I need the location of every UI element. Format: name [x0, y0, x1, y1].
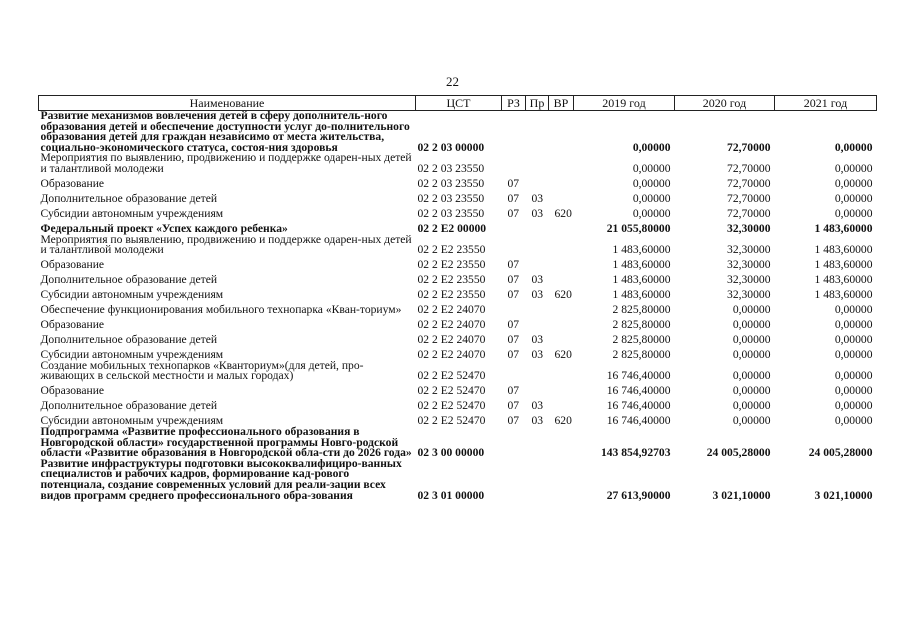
- row-vr: 620: [554, 206, 572, 220]
- row-pr: [526, 316, 549, 331]
- header-2020: 2020 год: [675, 96, 775, 111]
- row-name: Мероприятия по выявлению, продвижению и поддержке одарен-ных детей и талантливой молодежи: [40, 232, 412, 257]
- row-2019: 0,00000: [632, 161, 671, 175]
- row-name: Субсидии автономным учреждениям: [40, 206, 224, 220]
- row-pr: [526, 361, 549, 382]
- row-2020: 32,30000: [727, 288, 771, 302]
- table-row: [39, 361, 877, 382]
- row-2021: 0,00000: [834, 318, 873, 332]
- row-name: Дополнительное образование детей: [40, 191, 218, 205]
- row-2019: 16 746,40000: [606, 384, 671, 398]
- row-pr: 03: [531, 206, 544, 220]
- row-2021: 0,00000: [834, 191, 873, 205]
- row-pr: 03: [531, 333, 544, 347]
- row-2020: 72,70000: [727, 206, 771, 220]
- row-2019: 0,00000: [632, 176, 671, 190]
- row-2020: 0,00000: [732, 384, 771, 398]
- row-name: Федеральный проект «Успех каждого ребенка»: [40, 221, 288, 235]
- row-name: Подпрограмма «Развитие профессионального образования в Новгородской области» государственной программы Новго-родской области «Развитие образования в Новгородской обла-сти до 2026 года»: [40, 424, 412, 460]
- table-row: [39, 301, 877, 316]
- row-pr: [526, 382, 549, 397]
- row-rz: 07: [507, 333, 520, 347]
- page-number: 22: [446, 74, 459, 89]
- row-pr: 03: [531, 399, 544, 413]
- row-2019: 16 746,40000: [606, 414, 671, 428]
- row-pr: [526, 459, 549, 501]
- table-row: [39, 331, 877, 346]
- row-2021: 1 483,60000: [814, 221, 873, 235]
- row-vr: [549, 316, 574, 331]
- table-row: [39, 427, 877, 459]
- row-vr: [549, 397, 574, 412]
- row-cst: 02 2 E2 00000: [417, 221, 487, 235]
- row-name: Создание мобильных технопарков «Кванториум»(для детей, про-живающих в сельской местности и малых городах): [40, 358, 364, 383]
- row-rz: 07: [507, 273, 520, 287]
- row-name: Развитие механизмов вовлечения детей в сферу дополнитель-ного образования детей и обеспечение доступности услуг до-полнительного образования детей для граждан независимо от места жительства, социально-экономического статуса, состоя-ния здоровья: [40, 109, 410, 154]
- row-rz: 07: [507, 206, 520, 220]
- row-2021: 1 483,60000: [814, 243, 873, 257]
- row-cst: 02 2 03 23550: [417, 176, 485, 190]
- row-cst: 02 2 E2 23550: [417, 243, 486, 257]
- row-2019: 1 483,60000: [612, 273, 671, 287]
- row-2021: 0,00000: [834, 384, 873, 398]
- row-2021: 0,00000: [834, 369, 873, 383]
- table-row: [39, 175, 877, 190]
- row-2019: 2 825,80000: [612, 318, 671, 332]
- row-2021: 0,00000: [834, 303, 873, 317]
- row-vr: 620: [554, 288, 572, 302]
- row-2021: 3 021,10000: [814, 488, 873, 502]
- row-2019: 16 746,40000: [606, 369, 671, 383]
- table-row: [39, 316, 877, 331]
- row-2021: 0,00000: [834, 348, 873, 362]
- row-name: Дополнительное образование детей: [40, 273, 218, 287]
- row-vr: [549, 111, 574, 154]
- row-2019: 1 483,60000: [612, 243, 671, 257]
- row-name: Образование: [40, 384, 105, 398]
- row-vr: [549, 190, 574, 205]
- row-2019: 21 055,80000: [606, 221, 671, 235]
- row-pr: 03: [531, 348, 544, 362]
- row-2020: 0,00000: [732, 318, 771, 332]
- header-2019: 2019 год: [574, 96, 675, 111]
- row-vr: [549, 220, 574, 235]
- row-rz: 07: [507, 258, 520, 272]
- row-vr: [549, 153, 574, 174]
- row-rz: [502, 111, 526, 154]
- row-2020: 0,00000: [732, 348, 771, 362]
- row-rz: [502, 301, 526, 316]
- header-pr: Пр: [526, 96, 549, 111]
- row-pr: [526, 427, 549, 459]
- row-rz: 07: [507, 399, 520, 413]
- row-pr: [526, 111, 549, 154]
- row-name: Субсидии автономным учреждениям: [40, 414, 224, 428]
- row-2020: 3 021,10000: [712, 488, 771, 502]
- row-cst: 02 2 03 23550: [417, 191, 485, 205]
- row-rz: [502, 459, 526, 501]
- row-pr: [526, 220, 549, 235]
- row-2021: 24 005,28000: [808, 446, 873, 460]
- row-rz: [502, 235, 526, 256]
- row-name: Субсидии автономным учреждениям: [40, 288, 224, 302]
- row-cst: 02 2 E2 52470: [417, 399, 486, 413]
- row-vr: [549, 427, 574, 459]
- row-2020: 0,00000: [732, 399, 771, 413]
- table-row: [39, 153, 877, 174]
- row-vr: [549, 271, 574, 286]
- row-rz: 07: [507, 176, 520, 190]
- row-name: Субсидии автономным учреждениям: [40, 348, 224, 362]
- row-2021: 0,00000: [834, 206, 873, 220]
- row-vr: [549, 361, 574, 382]
- row-cst: 02 2 E2 24070: [417, 303, 486, 317]
- row-cst: 02 2 E2 24070: [417, 318, 486, 332]
- table-row: [39, 459, 877, 501]
- row-2020: 72,70000: [727, 161, 771, 175]
- row-vr: [549, 459, 574, 501]
- row-pr: [526, 153, 549, 174]
- row-2020: 32,30000: [727, 243, 771, 257]
- row-2020: 32,30000: [727, 273, 771, 287]
- row-2021: 1 483,60000: [814, 273, 873, 287]
- table-row: [39, 235, 877, 256]
- table-row: [39, 111, 877, 154]
- row-vr: 620: [554, 348, 572, 362]
- row-pr: [526, 301, 549, 316]
- row-2020: 0,00000: [732, 414, 771, 428]
- budget-table: [38, 95, 877, 501]
- row-2020: 72,70000: [727, 140, 771, 154]
- row-2019: 16 746,40000: [606, 399, 671, 413]
- row-cst: 02 2 E2 23550: [417, 258, 486, 272]
- row-2019: 0,00000: [632, 206, 671, 220]
- row-2019: 27 613,90000: [606, 488, 671, 502]
- row-rz: 07: [507, 191, 520, 205]
- row-name: Образование: [40, 176, 105, 190]
- row-2020: 0,00000: [732, 333, 771, 347]
- row-rz: [502, 361, 526, 382]
- row-pr: 03: [531, 288, 544, 302]
- row-2021: 0,00000: [834, 176, 873, 190]
- header-cst: ЦСТ: [416, 96, 502, 111]
- row-vr: 620: [554, 414, 572, 428]
- table-row: [39, 397, 877, 412]
- header-vr: ВР: [549, 96, 574, 111]
- row-cst: 02 2 E2 23550: [417, 273, 486, 287]
- table-row: [39, 256, 877, 271]
- table-row: [39, 286, 877, 301]
- row-cst: 02 2 03 23550: [417, 161, 485, 175]
- row-pr: 03: [531, 414, 544, 428]
- row-2019: 2 825,80000: [612, 348, 671, 362]
- row-name: Дополнительное образование детей: [40, 399, 218, 413]
- row-2019: 0,00000: [632, 191, 671, 205]
- row-2020: 32,30000: [727, 221, 771, 235]
- row-2019: 2 825,80000: [612, 303, 671, 317]
- row-vr: [549, 175, 574, 190]
- row-name: Обеспечение функционирования мобильного технопарка «Кван-ториум»: [40, 303, 402, 317]
- table-row: [39, 271, 877, 286]
- row-2021: 0,00000: [834, 161, 873, 175]
- row-rz: 07: [507, 288, 520, 302]
- row-name: Дополнительное образование детей: [40, 333, 218, 347]
- row-2019: 0,00000: [632, 140, 671, 154]
- row-name: Образование: [40, 258, 105, 272]
- row-rz: [502, 153, 526, 174]
- table-row: [39, 205, 877, 220]
- row-vr: [549, 301, 574, 316]
- row-cst: 02 3 01 00000: [417, 488, 485, 502]
- row-pr: [526, 256, 549, 271]
- row-vr: [549, 256, 574, 271]
- header-2021: 2021 год: [775, 96, 877, 111]
- row-cst: 02 2 E2 23550: [417, 288, 486, 302]
- table-row: [39, 190, 877, 205]
- row-vr: [549, 382, 574, 397]
- row-2020: 24 005,28000: [706, 446, 771, 460]
- row-cst: 02 3 00 00000: [417, 446, 485, 460]
- row-2019: 1 483,60000: [612, 288, 671, 302]
- row-rz: 07: [507, 348, 520, 362]
- row-rz: 07: [507, 414, 520, 428]
- row-cst: 02 2 E2 24070: [417, 348, 486, 362]
- row-2020: 32,30000: [727, 258, 771, 272]
- row-2021: 0,00000: [834, 140, 873, 154]
- header-rz: РЗ: [502, 96, 526, 111]
- row-2021: 1 483,60000: [814, 288, 873, 302]
- row-cst: 02 2 03 00000: [417, 140, 485, 154]
- row-pr: 03: [531, 273, 544, 287]
- row-cst: 02 2 E2 52470: [417, 384, 486, 398]
- row-rz: 07: [507, 384, 520, 398]
- table-row: [39, 382, 877, 397]
- row-pr: [526, 175, 549, 190]
- row-vr: [549, 331, 574, 346]
- table-body: [39, 111, 877, 502]
- row-2019: 1 483,60000: [612, 258, 671, 272]
- header-name: Наименование: [39, 96, 416, 111]
- row-2021: 1 483,60000: [814, 258, 873, 272]
- row-2020: 72,70000: [727, 176, 771, 190]
- row-2020: 0,00000: [732, 369, 771, 383]
- row-2021: 0,00000: [834, 333, 873, 347]
- row-name: Образование: [40, 318, 105, 332]
- row-cst: 02 2 E2 52470: [417, 369, 486, 383]
- row-cst: 02 2 E2 24070: [417, 333, 486, 347]
- row-pr: 03: [531, 191, 544, 205]
- row-2020: 0,00000: [732, 303, 771, 317]
- row-name: Мероприятия по выявлению, продвижению и поддержке одарен-ных детей и талантливой молодежи: [40, 151, 412, 175]
- row-cst: 02 2 03 23550: [417, 206, 485, 220]
- row-2021: 0,00000: [834, 414, 873, 428]
- row-2019: 143 854,92703: [600, 446, 671, 460]
- row-2019: 2 825,80000: [612, 333, 671, 347]
- row-rz: 07: [507, 318, 520, 332]
- row-rz: [502, 220, 526, 235]
- row-2020: 72,70000: [727, 191, 771, 205]
- row-pr: [526, 235, 549, 256]
- row-cst: 02 2 E2 52470: [417, 414, 486, 428]
- row-2021: 0,00000: [834, 399, 873, 413]
- row-vr: [549, 235, 574, 256]
- row-name: Развитие инфраструктуры подготовки высококвалифициро-ванных специалистов и рабочих кадров, формирование кад-рового потенциала, создание современных условий для реали-зации всех видов программ среднего профессионального обра-зования: [40, 456, 402, 502]
- row-rz: [502, 427, 526, 459]
